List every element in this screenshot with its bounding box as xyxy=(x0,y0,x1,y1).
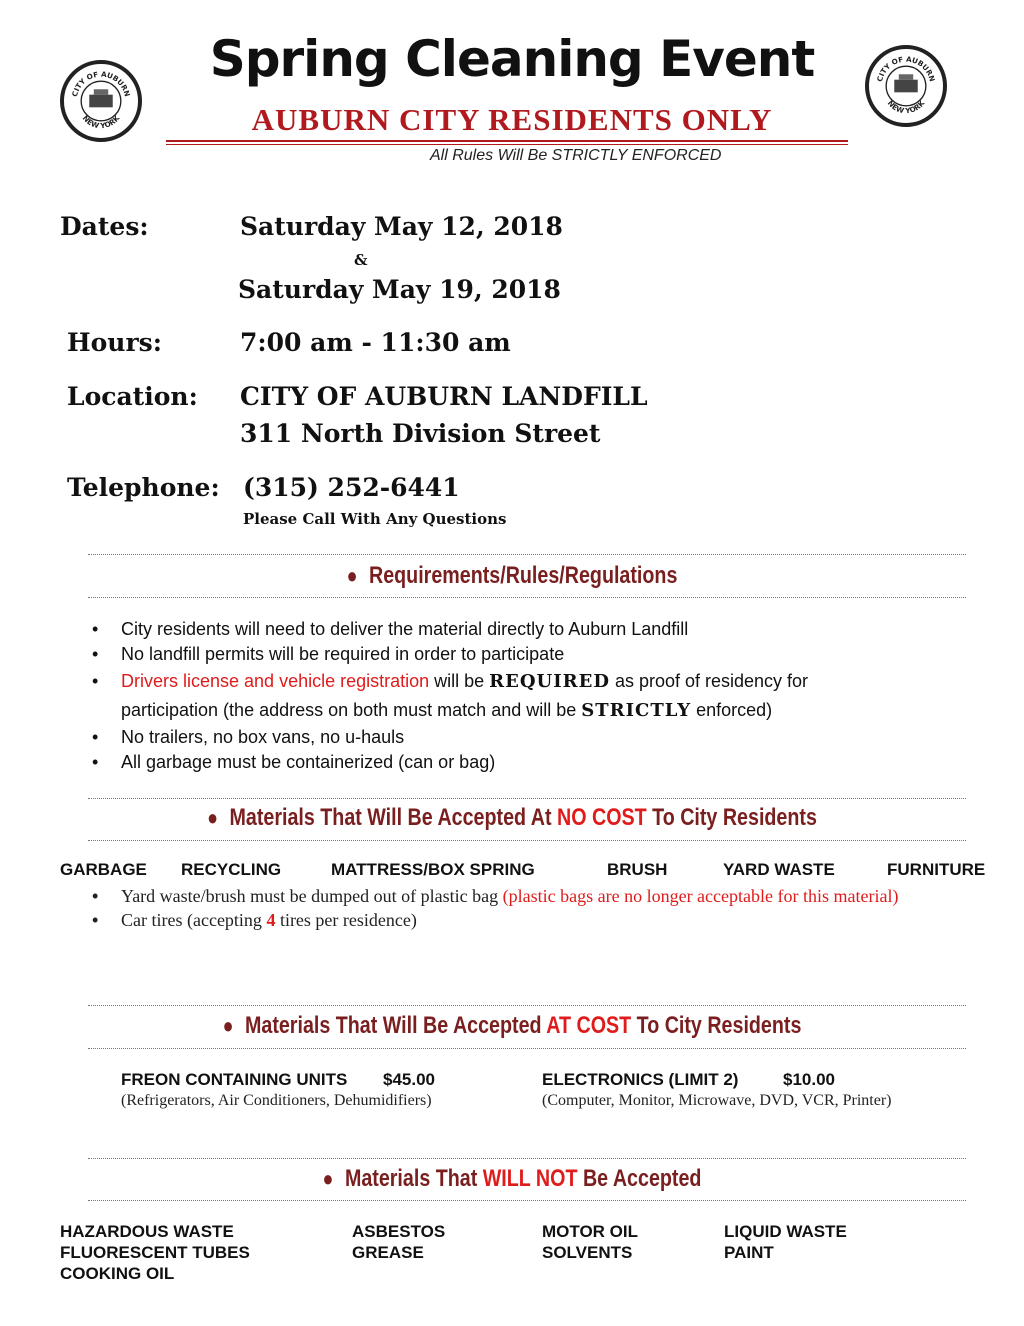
section-divider xyxy=(88,597,966,598)
list-item: • No landfill permits will be required in order to participate xyxy=(88,642,908,667)
not-accepted-item: FLUORESCENT TUBES xyxy=(60,1243,250,1262)
title-divider xyxy=(166,140,848,142)
seal-bottom-text: NEW YORK xyxy=(80,113,122,131)
location-label: Location: xyxy=(67,382,198,411)
section-divider xyxy=(88,798,966,799)
category-mattress: MATTRESS/BOX SPRING xyxy=(331,860,535,879)
section-divider xyxy=(88,554,966,555)
seal-bottom-text: NEW YORK xyxy=(885,98,927,116)
rules-heading: ● Requirements/Rules/Regulations xyxy=(346,562,678,589)
will-not-highlight: WILL NOT xyxy=(482,1165,578,1192)
location-line2: 311 North Division Street xyxy=(240,419,601,448)
electronics-item: ELECTRONICS (LIMIT 2) xyxy=(542,1070,739,1089)
hours-value: 7:00 am - 11:30 am xyxy=(240,328,511,357)
rules-heading-text: Requirements/Rules/Regulations xyxy=(368,562,678,589)
location-line1: CITY OF AUBURN LANDFILL xyxy=(240,382,648,411)
at-cost-heading: ● Materials That Will Be Accepted AT COST To City Residents xyxy=(222,1012,802,1039)
section-divider xyxy=(88,840,966,841)
page-subtitle: AUBURN CITY RESIDENTS ONLY xyxy=(251,102,773,137)
section-divider xyxy=(88,1200,966,1201)
required-emphasis: REQUIRED xyxy=(489,671,610,692)
telephone-note: Please Call With Any Questions xyxy=(243,510,507,528)
category-recycling: RECYCLING xyxy=(181,860,282,879)
category-garbage: GARBAGE xyxy=(60,860,147,879)
list-item: • No trailers, no box vans, no u-hauls xyxy=(88,725,908,750)
not-accepted-item: ASBESTOS xyxy=(352,1222,446,1241)
freon-item: FREON CONTAINING UNITS xyxy=(121,1070,348,1089)
rules-list xyxy=(88,617,908,775)
seal-top-text: CITY OF AUBURN xyxy=(70,69,132,98)
electronics-price: $10.00 xyxy=(783,1070,835,1089)
title-divider-thin xyxy=(166,144,848,145)
section-divider xyxy=(88,1048,966,1049)
hours-label: Hours: xyxy=(67,328,162,357)
not-accepted-heading: ● Materials That WILL NOT Be Accepted xyxy=(322,1165,702,1192)
category-furniture: FURNITURE xyxy=(887,860,986,879)
date-second: Saturday May 19, 2018 xyxy=(238,275,561,304)
freon-price: $45.00 xyxy=(383,1070,435,1089)
no-cost-heading: ● Materials That Will Be Accepted At NO COST To City Residents xyxy=(207,804,817,831)
not-accepted-item: MOTOR OIL xyxy=(542,1222,639,1241)
telephone-value: (315) 252-6441 xyxy=(243,473,460,502)
residency-docs-text: Drivers license and vehicle registration xyxy=(121,671,430,691)
list-item: • Drivers license and vehicle registration will be REQUIRED as proof of residency for participation (the address on both must match and will be STRICTLY enforced) xyxy=(88,667,908,725)
date-joiner: & xyxy=(354,251,368,269)
no-cost-notes xyxy=(88,884,938,932)
not-accepted-item: PAINT xyxy=(724,1243,774,1262)
enforced-note: All Rules Will Be STRICTLY ENFORCED xyxy=(430,147,722,164)
section-divider xyxy=(88,1005,966,1006)
seal-top-text: CITY OF AUBURN xyxy=(875,54,937,83)
not-accepted-item: SOLVENTS xyxy=(542,1243,633,1262)
no-cost-highlight: NO COST xyxy=(557,804,647,831)
not-accepted-item: COOKING OIL xyxy=(60,1264,175,1283)
not-accepted-item: HAZARDOUS WASTE xyxy=(60,1222,234,1241)
telephone-label: Telephone: xyxy=(67,473,220,502)
page-title: Spring Cleaning Event xyxy=(209,30,815,88)
list-item: • City residents will need to deliver the material directly to Auburn Landfill xyxy=(88,617,908,642)
dates-label: Dates: xyxy=(60,212,149,241)
section-divider xyxy=(88,1158,966,1159)
category-yard-waste: YARD WASTE xyxy=(723,860,835,879)
list-item: • All garbage must be containerized (can or bag) xyxy=(88,750,908,775)
date-first: Saturday May 12, 2018 xyxy=(240,212,563,241)
list-item: • Yard waste/brush must be dumped out of plastic bag (plastic bags are no longer acceptable for this material) xyxy=(88,884,938,908)
freon-note: (Refrigerators, Air Conditioners, Dehumidifiers) xyxy=(121,1092,432,1109)
tire-limit: 4 xyxy=(266,910,276,930)
category-brush: BRUSH xyxy=(607,860,668,879)
not-accepted-item: GREASE xyxy=(352,1243,424,1262)
plastic-bag-warning: (plastic bags are no longer acceptable for this material) xyxy=(502,886,899,906)
strictly-emphasis: STRICTLY xyxy=(581,700,692,721)
at-cost-highlight: AT COST xyxy=(546,1012,632,1039)
electronics-note: (Computer, Monitor, Microwave, DVD, VCR, Printer) xyxy=(542,1092,892,1109)
not-accepted-item: LIQUID WASTE xyxy=(724,1222,847,1241)
list-item: • Car tires (accepting 4 tires per residence) xyxy=(88,908,938,932)
